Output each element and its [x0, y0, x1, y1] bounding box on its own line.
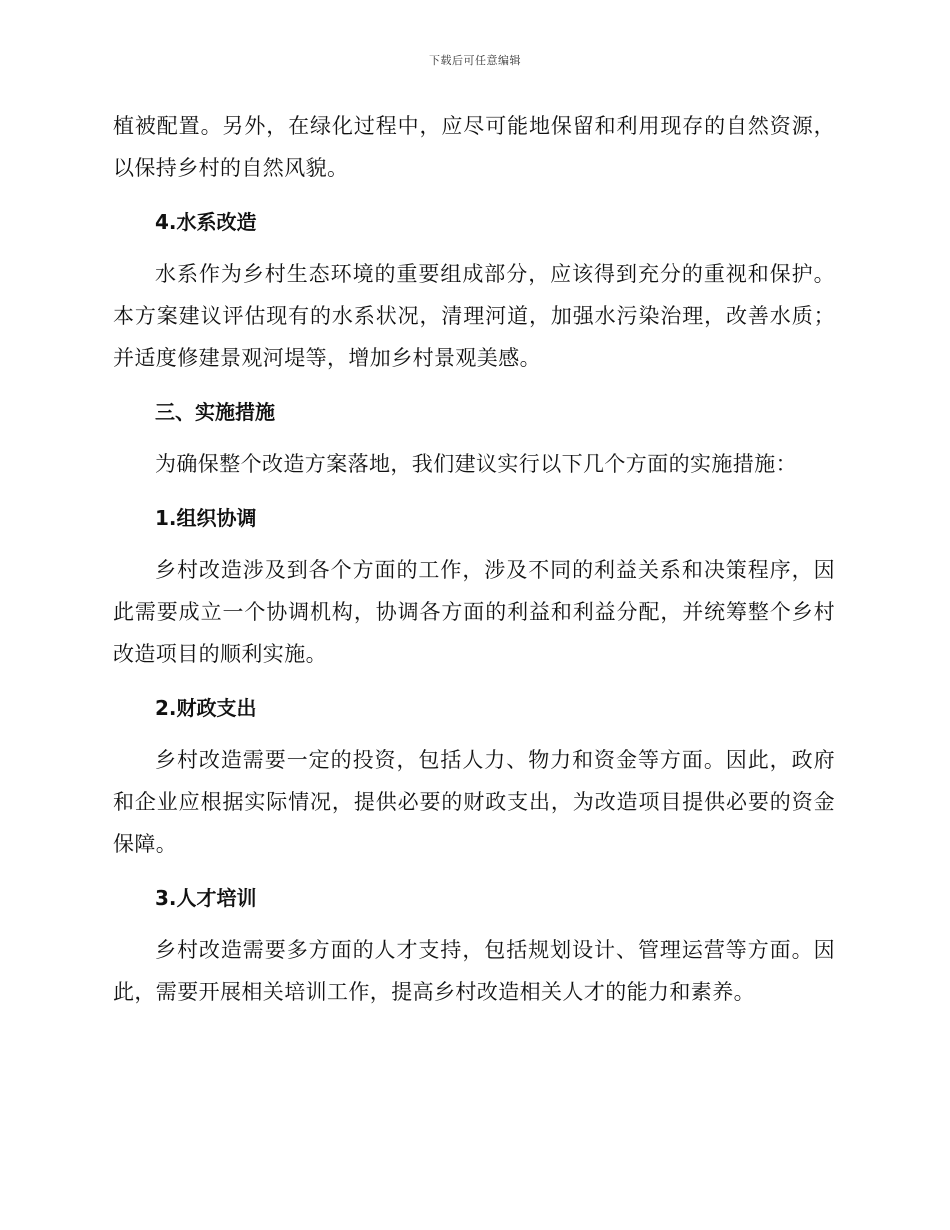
paragraph-implementation-intro: 为确保整个改造方案落地，我们建议实行以下几个方面的实施措施： [155, 452, 797, 476]
document-body [113, 105, 835, 1013]
heading-training: 3.人才培训 [155, 886, 257, 910]
paragraph-finance: 乡村改造需要一定的投资，包括人力、物力和资金等方面。因此，政府和企业应根据实际情况，提供必要的财政支出，为改造项目提供必要的资金保障。 [113, 748, 835, 856]
heading-finance: 2.财政支出 [155, 696, 257, 720]
page-header: 下载后可任意编辑 [429, 54, 521, 67]
heading-implementation: 三、实施措施 [155, 400, 275, 424]
paragraph-water-system: 水系作为乡村生态环境的重要组成部分，应该得到充分的重视和保护。本方案建议评估现有的水系状况，清理河道，加强水污染治理，改善水质；并适度修建景观河堤等，增加乡村景观美感。 [113, 262, 835, 370]
paragraph-greening-continued: 植被配置。另外，在绿化过程中，应尽可能地保留和利用现存的自然资源，以保持乡村的自然风貌。 [113, 114, 835, 180]
heading-water-system: 4.水系改造 [155, 210, 257, 234]
paragraph-coordination: 乡村改造涉及到各个方面的工作，涉及不同的利益关系和决策程序，因此需要成立一个协调机构，协调各方面的利益和利益分配，并统筹整个乡村改造项目的顺利实施。 [113, 558, 835, 666]
heading-coordination: 1.组织协调 [155, 506, 257, 530]
paragraph-training: 乡村改造需要多方面的人才支持，包括规划设计、管理运营等方面。因此，需要开展相关培训工作，提高乡村改造相关人才的能力和素养。 [113, 938, 835, 1004]
